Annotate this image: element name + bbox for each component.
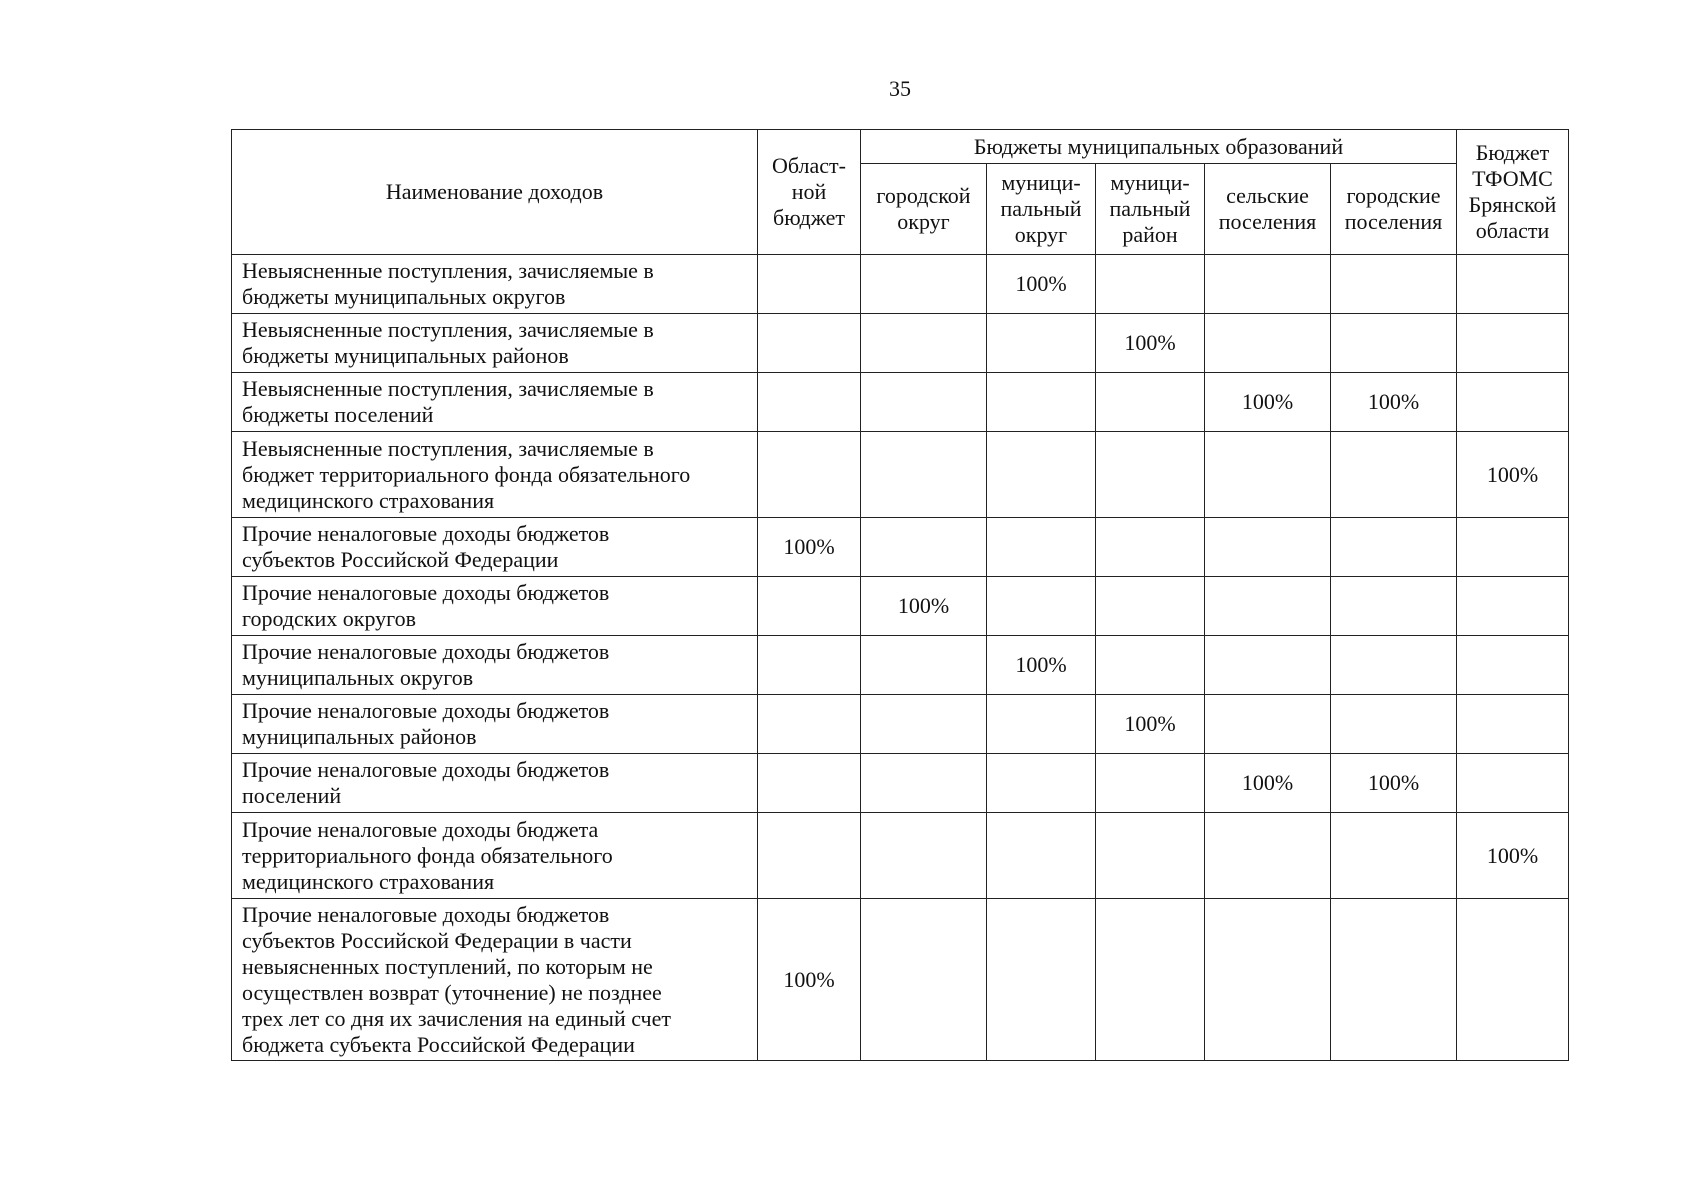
regional-budget-cell [758, 636, 861, 695]
rural-settlements-cell [1205, 636, 1331, 695]
regional-budget-cell [758, 577, 861, 636]
urban-settlements-cell [1331, 432, 1457, 518]
header-tfoms-budget-label: Бюджет ТФОМС Брянской области [1468, 140, 1557, 243]
regional-budget-cell [758, 432, 861, 518]
header-municipal-okrug [987, 164, 1096, 255]
revenue-name-cell: Невыясненные поступления, зачисляемые в бюджет территориального фонда обязательного медицинского страхования [232, 432, 758, 518]
rural-settlements-cell [1205, 255, 1331, 314]
tfoms-budget-cell [1457, 577, 1569, 636]
municipal-rayon-cell [1096, 432, 1205, 518]
table-row [232, 695, 1569, 754]
table-row [232, 754, 1569, 813]
municipal-okrug-cell [987, 373, 1096, 432]
municipal-rayon-cell [1096, 255, 1205, 314]
tfoms-budget-cell [1457, 373, 1569, 432]
revenue-name-cell: Невыясненные поступления, зачисляемые в бюджеты поселений [232, 373, 758, 432]
urban-settlements-cell [1331, 314, 1457, 373]
tfoms-budget-cell [1457, 518, 1569, 577]
urban-settlements-cell [1331, 577, 1457, 636]
municipal-rayon-cell: 100% [1096, 695, 1205, 754]
header-municipal-rayon-label: муници- пальный район [1109, 170, 1191, 247]
municipal-okrug-cell: 100% [987, 636, 1096, 695]
revenue-name-cell: Прочие неналоговые доходы бюджетов субъектов Российской Федерации [232, 518, 758, 577]
city-district-cell [861, 813, 987, 899]
table-row [232, 255, 1569, 314]
city-district-cell [861, 314, 987, 373]
urban-settlements-cell [1331, 636, 1457, 695]
table-header [232, 130, 1569, 255]
header-municipal-rayon [1096, 164, 1205, 255]
table-row [232, 577, 1569, 636]
tfoms-budget-cell [1457, 754, 1569, 813]
city-district-cell [861, 899, 987, 1061]
urban-settlements-cell [1331, 813, 1457, 899]
municipal-okrug-cell [987, 518, 1096, 577]
header-revenue-name [232, 130, 758, 255]
rural-settlements-cell: 100% [1205, 373, 1331, 432]
header-regional-budget-label: Област- ной бюджет [772, 153, 846, 230]
header-regional-budget [758, 130, 861, 255]
urban-settlements-cell [1331, 518, 1457, 577]
table-row [232, 636, 1569, 695]
header-rural-settlements [1205, 164, 1331, 255]
table-row [232, 899, 1569, 1061]
tfoms-budget-cell [1457, 636, 1569, 695]
municipal-rayon-cell [1096, 899, 1205, 1061]
header-rural-settlements-label: сельские поселения [1218, 183, 1317, 234]
page-number: 35 [889, 76, 911, 101]
tfoms-budget-cell: 100% [1457, 432, 1569, 518]
header-urban-settlements [1331, 164, 1457, 255]
urban-settlements-cell [1331, 695, 1457, 754]
rural-settlements-cell [1205, 899, 1331, 1061]
municipal-okrug-cell [987, 577, 1096, 636]
revenue-name-cell: Невыясненные поступления, зачисляемые в бюджеты муниципальных округов [232, 255, 758, 314]
municipal-rayon-cell [1096, 813, 1205, 899]
tfoms-budget-cell [1457, 899, 1569, 1061]
header-municipal-budgets-label: Бюджеты муниципальных образований [973, 133, 1344, 159]
rural-settlements-cell [1205, 695, 1331, 754]
tfoms-budget-cell [1457, 255, 1569, 314]
rural-settlements-cell [1205, 577, 1331, 636]
urban-settlements-cell: 100% [1331, 754, 1457, 813]
city-district-cell [861, 432, 987, 518]
regional-budget-cell [758, 813, 861, 899]
regional-budget-cell [758, 255, 861, 314]
revenue-name-cell: Прочие неналоговые доходы бюджетов муниципальных округов [232, 636, 758, 695]
revenue-distribution-table [231, 129, 1569, 1061]
municipal-okrug-cell [987, 813, 1096, 899]
tfoms-budget-cell: 100% [1457, 813, 1569, 899]
table-row [232, 373, 1569, 432]
regional-budget-cell [758, 754, 861, 813]
municipal-okrug-cell [987, 899, 1096, 1061]
municipal-rayon-cell [1096, 577, 1205, 636]
municipal-rayon-cell [1096, 373, 1205, 432]
municipal-okrug-cell [987, 695, 1096, 754]
header-city-district [861, 164, 987, 255]
revenue-name-cell: Прочие неналоговые доходы бюджетов муниципальных районов [232, 695, 758, 754]
revenue-name-cell: Прочие неналоговые доходы бюджетов субъектов Российской Федерации в части невыясненных поступлений, по которым не осуществлен возврат (уточнение) не позднее трех лет со дня их зачисления на единый счет бюджета субъекта Российской Федерации [232, 899, 758, 1061]
city-district-cell [861, 636, 987, 695]
urban-settlements-cell [1331, 899, 1457, 1061]
rural-settlements-cell [1205, 314, 1331, 373]
urban-settlements-cell: 100% [1331, 373, 1457, 432]
tfoms-budget-cell [1457, 695, 1569, 754]
rural-settlements-cell [1205, 432, 1331, 518]
municipal-okrug-cell [987, 314, 1096, 373]
revenue-name-cell: Прочие неналоговые доходы бюджета территориального фонда обязательного медицинского страхования [232, 813, 758, 899]
urban-settlements-cell [1331, 255, 1457, 314]
table-row [232, 518, 1569, 577]
municipal-rayon-cell: 100% [1096, 314, 1205, 373]
table-row [232, 314, 1569, 373]
regional-budget-cell [758, 314, 861, 373]
rural-settlements-cell [1205, 518, 1331, 577]
header-municipal-okrug-label: муници- пальный округ [1000, 170, 1082, 247]
header-city-district-label: городской округ [876, 183, 971, 234]
municipal-rayon-cell [1096, 754, 1205, 813]
municipal-rayon-cell [1096, 518, 1205, 577]
rural-settlements-cell: 100% [1205, 754, 1331, 813]
city-district-cell [861, 754, 987, 813]
city-district-cell [861, 373, 987, 432]
city-district-cell [861, 255, 987, 314]
city-district-cell [861, 695, 987, 754]
city-district-cell [861, 518, 987, 577]
rural-settlements-cell [1205, 813, 1331, 899]
revenue-name-cell: Прочие неналоговые доходы бюджетов поселений [232, 754, 758, 813]
header-municipal-budgets [861, 130, 1457, 164]
table-row [232, 432, 1569, 518]
regional-budget-cell [758, 373, 861, 432]
header-tfoms-budget [1457, 130, 1569, 255]
revenue-name-cell: Невыясненные поступления, зачисляемые в бюджеты муниципальных районов [232, 314, 758, 373]
regional-budget-cell [758, 695, 861, 754]
municipal-okrug-cell [987, 432, 1096, 518]
regional-budget-cell: 100% [758, 518, 861, 577]
regional-budget-cell: 100% [758, 899, 861, 1061]
municipal-okrug-cell [987, 754, 1096, 813]
municipal-rayon-cell [1096, 636, 1205, 695]
revenue-name-cell: Прочие неналоговые доходы бюджетов городских округов [232, 577, 758, 636]
city-district-cell: 100% [861, 577, 987, 636]
table-body [232, 255, 1569, 1061]
header-revenue-name-label: Наименование доходов [385, 179, 604, 204]
table-row [232, 813, 1569, 899]
municipal-okrug-cell: 100% [987, 255, 1096, 314]
header-urban-settlements-label: городские поселения [1344, 183, 1443, 234]
tfoms-budget-cell [1457, 314, 1569, 373]
